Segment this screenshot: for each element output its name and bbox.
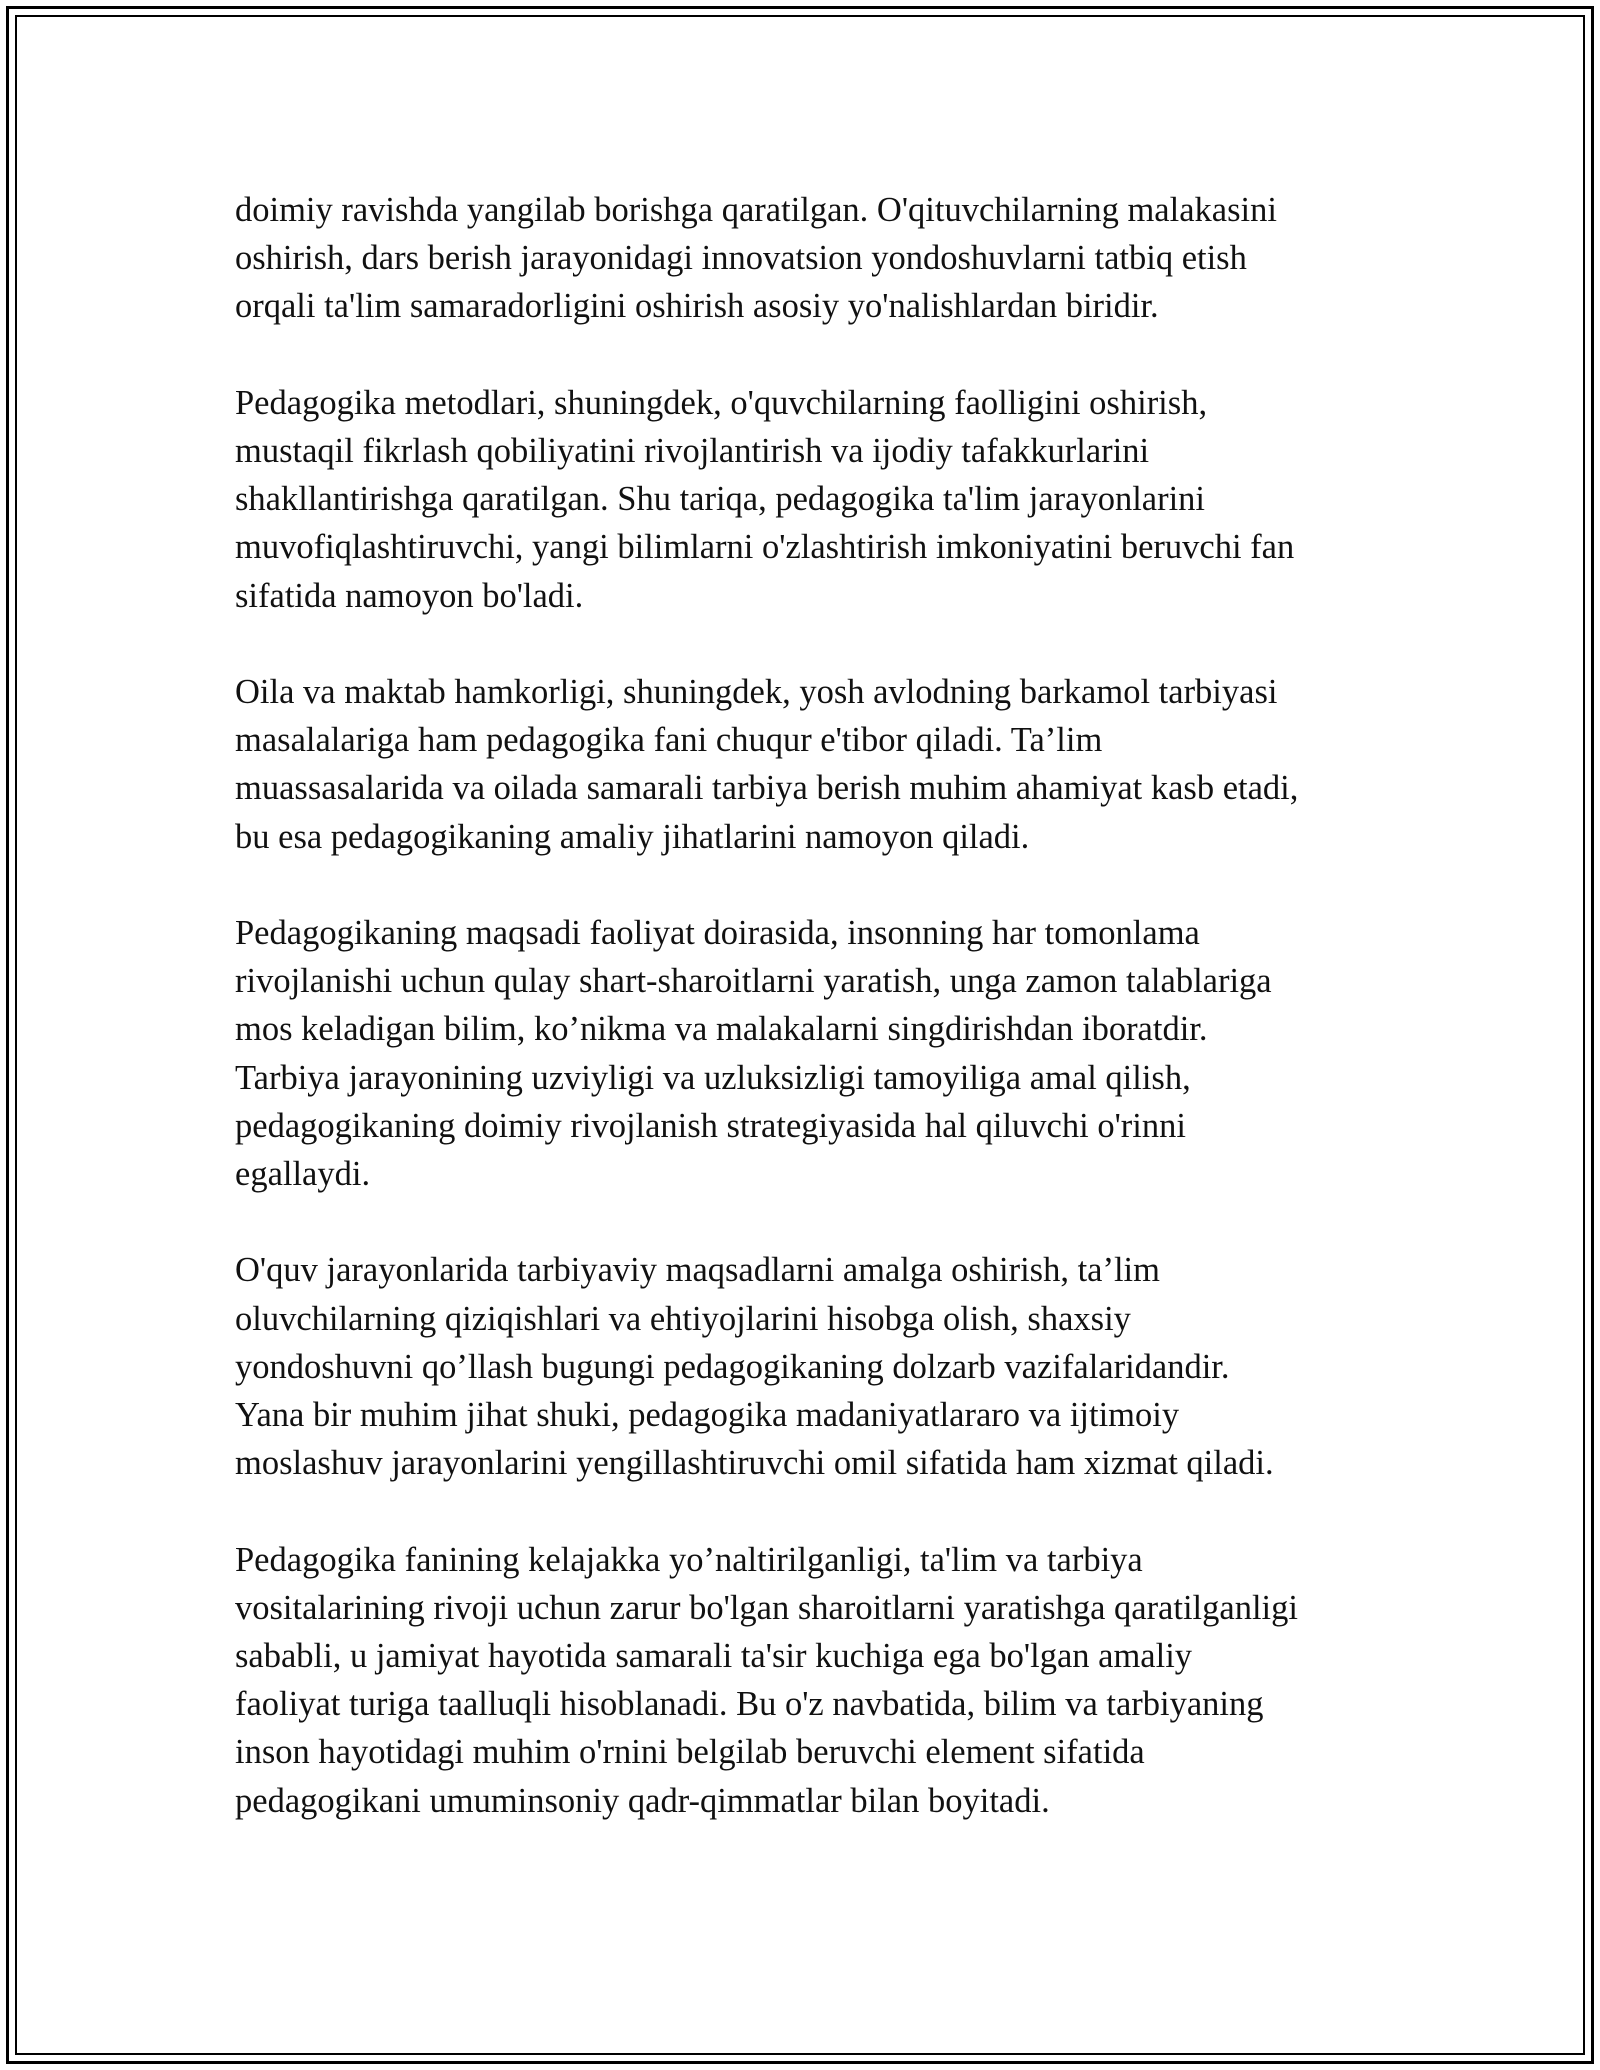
- document-body: [235, 186, 1375, 1873]
- paragraph-4: Pedagogikaning maqsadi faoliyat doirasida, insonning har tomonlama rivojlanishi uchun qulay shart-sharoitlarni yaratish, unga zamon talablariga mos keladigan bilim, ko’nikma va malakalarni singdirishdan iboratdir. Tarbiya jarayonining uzviyligi va uzluksizligi tamoyiliga amal qilish, pedagogikaning doimiy rivojlanish strategiyasida hal qiluvchi o'rinni egallaydi.: [235, 914, 1272, 1194]
- paragraph-6: Pedagogika fanining kelajakka yo’naltirilganligi, ta'lim va tarbiya vositalarining rivoji uchun zarur bo'lgan sharoitlarni yaratishga qaratilganligi sababli, u jamiyat hayotida samarali ta'sir kuchiga ega bo'lgan amaliy faoliyat turiga taalluqli hisoblanadi. Bu o'z navbatida, bilim va tarbiyaning inson hayotidagi muhim o'rnini belgilab beruvchi element sifatida pedagogikani umuminsoniy qadr-qimmatlar bilan boyitadi.: [235, 1540, 1298, 1820]
- paragraph-2: Pedagogika metodlari, shuningdek, o'quvchilarning faolligini oshirish, mustaqil fikrlash qobiliyatini rivojlantirish va ijodiy tafakkurlarini shakllantirishga qaratilgan. Shu tariqa, pedagogika ta'lim jarayonlarini muvofiqlashtiruvchi, yangi bilimlarni o'zlashtirish imkoniyatini beruvchi fan sifatida namoyon bo'ladi.: [235, 383, 1295, 615]
- paragraph-1: doimiy ravishda yangilab borishga qaratilgan. O'qituvchilarning malakasini oshirish, dars berish jarayonidagi innovatsion yondoshuvlarni tatbiq etish orqali ta'lim samaradorligini oshirish asosiy yo'nalishlardan biridir.: [235, 191, 1277, 326]
- paragraph-3: Oila va maktab hamkorligi, shuningdek, yosh avlodning barkamol tarbiyasi masalalariga ham pedagogika fani chuqur e'tibor qiladi. Ta’lim muassasalarida va oilada samarali tarbiya berish muhim ahamiyat kasb etadi, bu esa pedagogikaning amaliy jihatlarini namoyon qiladi.: [235, 673, 1299, 856]
- paragraph-5: O'quv jarayonlarida tarbiyaviy maqsadlarni amalga oshirish, ta’lim oluvchilarning qiziqishlari va ehtiyojlarini hisobga olish, shaxsiy yondoshuvni qo’llash bugungi pedagogikaning dolzarb vazifalaridandir. Yana bir muhim jihat shuki, pedagogika madaniyatlararo va ijtimoiy moslashuv jarayonlarini yengillashtiruvchi omil sifatida ham xizmat qiladi.: [235, 1251, 1274, 1483]
